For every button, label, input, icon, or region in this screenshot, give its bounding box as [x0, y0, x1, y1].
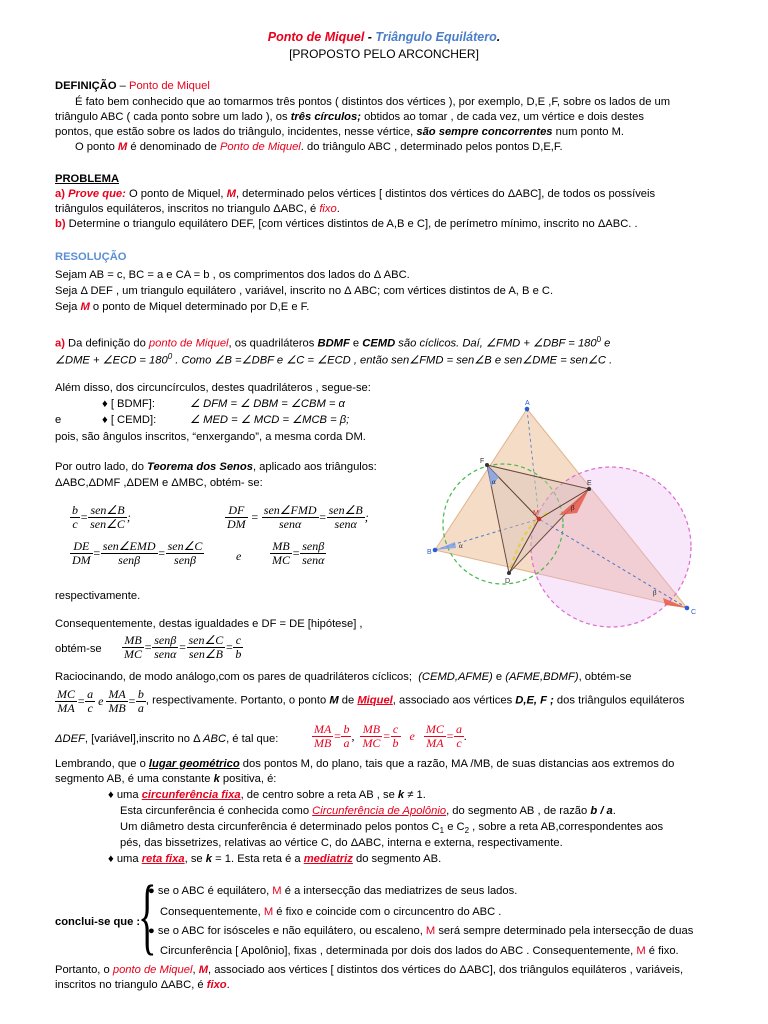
label-c: C [691, 609, 697, 616]
parte-a-line2: ∠DME + ∠ECD = $180^0$ . Como ∠B =∠DBF e ∠C = ∠ECD , então sen∠FMD = sen∠B e sen∠DME = sen∠C . [55, 352, 613, 367]
conseq-formula: $\frac{MB}{MC}$ = $\frac{\text{senβ}}{\text{senα}}$ = $\frac{\text{sen∠C}}{\text{sen∠B}}$ = $\frac{c}{b}$ [124, 633, 242, 661]
problema-heading: PROBLEMA [55, 173, 120, 185]
parte-a-line1: a) Da definição do ponto de Miquel, os quadriláteros BDMF e CEMD são cíclicos. Daí, ∠FMD + ∠DBF = $180^0$ e [55, 335, 611, 350]
racioc-l2: $\frac{MC}{MA}$ = $\frac{a}{c}$ e $\frac{MA}{MB}$ = $\frac{b}{a}$ , respectivamente. Portanto, o ponto M de Miquel, associado aos vértices D,E, F ; dos triângulos equiláteros [57, 687, 685, 715]
point-f [485, 463, 489, 467]
conclui-label: conclui-se que : [55, 916, 141, 928]
conclui-brace: { [138, 867, 157, 963]
resolucao-heading: RESOLUÇÃO [55, 251, 127, 263]
racioc-l1: Raciocinando, de modo análogo,com os pares de quadriláteros cíclicos; (CEMD,AFME) e (AFME,BDMF), obtém-se [55, 671, 632, 683]
miquel-figure [425, 395, 715, 650]
conclui-c2: Consequentemente, M é fixo e coincide com o circuncentro do ABC . [160, 906, 502, 918]
alem-intro: Além disso, dos circuncírculos, destes quadriláteros , segue-se: [55, 382, 371, 394]
conclui-c1: ● se o ABC é equilátero, M é a intersecção das mediatrizes de seus lados. [148, 885, 518, 897]
point-b [433, 548, 438, 553]
senos-resp: respectivamente. [55, 590, 141, 602]
formula-row2-e: e [236, 549, 242, 563]
point-d [507, 571, 511, 575]
point-m [537, 517, 542, 522]
senos-l2: ΔABC,ΔDMF ,ΔDEM e ΔMBC, obtém- se: [55, 477, 263, 489]
label-d: D [505, 578, 511, 585]
conseq-l1: Consequentemente, destas igualdades e DF = DE [hipótese] , [55, 618, 363, 630]
resolucao-l3: Seja M o ponto de Miquel determinado por D,E e F. [55, 301, 310, 313]
label-a: A [525, 400, 530, 407]
definicao-p2: O ponto M é denominado de Ponto de Miquel. do triângulo ABC , determinado pelos pontos D,E,F. [75, 141, 563, 153]
subtitle: [PROPOSTO PELO ARCONCHER] [289, 47, 479, 61]
title-end: . [496, 30, 501, 44]
problema-b: b) Determine o triangulo equilátero DEF, [com vértices distintos de A,B e C], de perímetro mínimo, inscrito no ΔABC. . [55, 218, 638, 230]
alem-r3: pois, são ângulos inscritos, “enxergando”, a mesma corda DM. [55, 431, 366, 443]
alem-r1-label: ♦ [ BDMF]: [102, 398, 155, 410]
lugar-d2: ♦ uma reta fixa, se k = 1. Esta reta é a mediatriz do segmento AB. [108, 853, 442, 865]
label-f: F [480, 458, 485, 465]
definicao-p1-line1: É fato bem conhecido que ao tomarmos três pontos ( distintos dos vértices ), por exemplo, D,E ,F, sobre os lados de um [75, 96, 671, 108]
formula-row2-right: $\frac{MB}{MC}$ = $\frac{\text{senβ}}{\text{senα}}$ [272, 539, 325, 567]
definicao-p1-line2: triângulo ABC ( cada ponto sobre um lado ), os três círculos; obtidos ao tomar , de cada vez, um vértice e dois destes [55, 111, 644, 123]
alem-r2-e: e [55, 414, 62, 426]
lugar-d1-l4: pés, das bissetrizes, relativas ao vértice C, do ΔABC, interna e externa, respectivamente. [120, 837, 563, 849]
point-a [525, 407, 530, 412]
conclui-c4: Circunferência [ Apolônio], fixas , determinada por dois dos lados do ABC . Consequentemente, M é fixo. [160, 945, 679, 957]
racioc-ratios: $\frac{MA}{MB}$ = $\frac{b}{a}$ , $\frac{MB}{MC}$ = $\frac{c}{b}$ e $\frac{MC}{MA}$ = $\frac{a}{c}$ . [314, 722, 467, 750]
definicao-p1-line3: pontos, que estão sobre os lados do triângulo, incidentes, nesse vértice, são sempre concorrentes num ponto M. [55, 126, 625, 138]
lugar-l1: Lembrando, que o lugar geométrico dos pontos M, do plano, tais que a razão, MA /MB, de suas distancias aos extremos do [55, 758, 675, 770]
label-m: M [533, 510, 539, 517]
page-title [0, 30, 768, 45]
point-e [587, 487, 591, 491]
label-b: B [427, 549, 432, 556]
senos-l1: Por outro lado, do Teorema dos Senos, aplicado aos triângulos: [55, 461, 377, 473]
title-sep: - [364, 30, 376, 44]
label-beta-c: β [653, 589, 657, 597]
formula-row1-right: $\frac{DF}{DM}$ = $\frac{\text{sen∠FMD}}{\text{senα}}$ = $\frac{\text{sen∠B}}{\text{senα}}$ ; [227, 503, 369, 531]
final-l2: inscritos no triangulo ΔABC, é fixo. [55, 979, 230, 991]
resolucao-l2: Seja Δ DEF , um triangulo equilátero , variável, inscrito no Δ ABC; com vértices distintos de A, B e C. [55, 285, 554, 297]
final-l1: Portanto, o ponto de Miquel, M, associado aos vértices [ distintos dos vértices do ΔABC], dos triângulos equiláteros , variáveis, [55, 964, 684, 976]
label-alpha-b: α [459, 542, 463, 550]
label-alpha-f: α [492, 478, 496, 486]
resolucao-l1: Sejam AB = c, BC = a e CA = b , os comprimentos dos lados do Δ ABC. [55, 269, 410, 281]
alem-r2-eq: ∠ MED = ∠ MCD = ∠MCB = β; [190, 414, 350, 426]
label-beta-e: β [571, 504, 575, 512]
label-e: E [587, 480, 592, 487]
lugar-d1: ♦ uma circunferência fixa, de centro sobre a reta AB , se k ≠ 1. [108, 789, 426, 801]
definicao-heading: DEFINIÇÃO – Ponto de Miquel [55, 80, 210, 92]
alem-r1-eq: ∠ DFM = ∠ DBM = ∠CBM = α [190, 398, 345, 410]
lugar-d1-l2: Esta circunferência é conhecida como Circunferência de Apolônio, do segmento AB , de razão b / a. [120, 805, 616, 817]
formula-row1-left: $\frac{b}{c}$ = $\frac{\text{sen∠B}}{\text{sen∠C}}$ ; [72, 503, 131, 531]
title-blue: Triângulo Equilátero [375, 30, 497, 44]
racioc-l3: ΔDEF, [variável],inscrito no Δ ABC, é tal que: [55, 733, 279, 745]
lugar-d1-l3: Um diâmetro desta circunferência é determinado pelos pontos $C_1$ e $C_2$ , sobre a reta AB,correspondentes aos [120, 821, 664, 836]
alem-r2-label: ♦ [ CEMD]: [102, 414, 157, 426]
formula-row2-left: $\frac{DE}{DM}$ = $\frac{\text{sen∠EMD}}{\text{senβ}}$ = $\frac{\text{sen∠C}}{\text{senβ}}$ [72, 539, 203, 567]
conseq-l2: obtém-se [55, 643, 102, 655]
point-c [685, 606, 690, 611]
problema-a-line1: a) Prove que: O ponto de Miquel, M, determinado pelos vértices [ distintos dos vértices do ΔABC], de todos os possíveis [55, 188, 656, 200]
lugar-l2: segmento AB, é uma constante k positiva, é: [55, 773, 277, 785]
title-red: Ponto de Miquel [267, 30, 365, 44]
conclui-c3: ● se o ABC for isósceles e não equilátero, ou escaleno, M será sempre determinado pela intersecção de duas [148, 925, 694, 937]
problema-a-line2: triângulos equiláteros, inscritos no triangulo ΔABC, é fixo. [55, 203, 340, 215]
